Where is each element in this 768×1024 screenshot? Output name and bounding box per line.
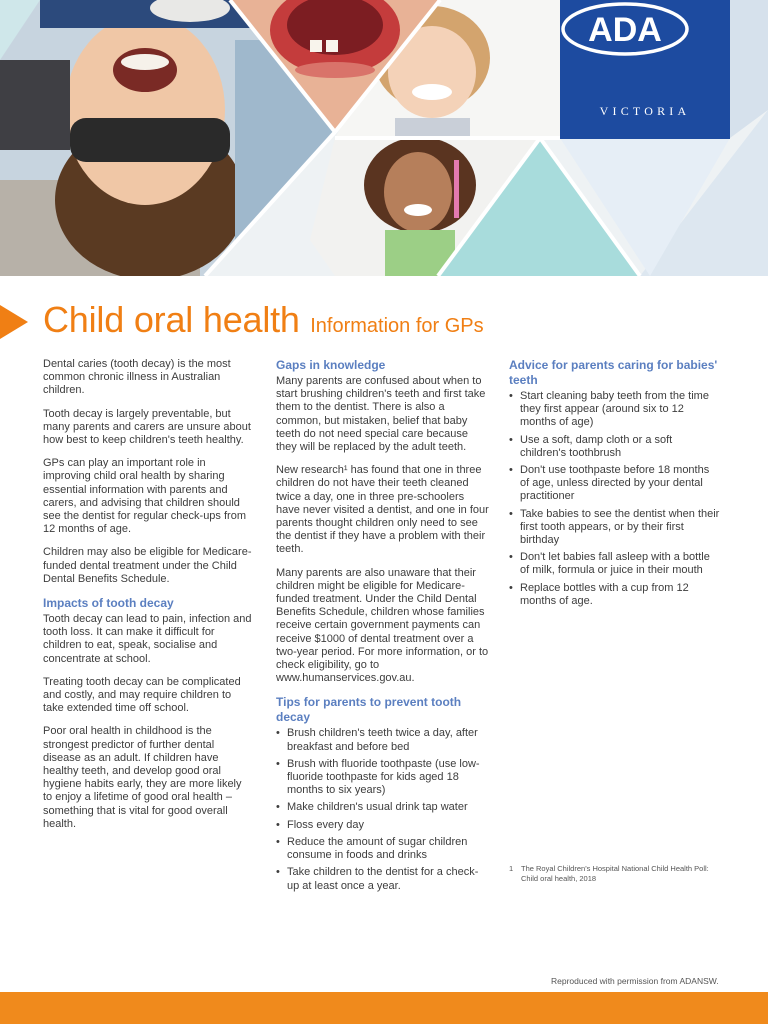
page-title xyxy=(43,299,484,341)
impacts-heading: Impacts of tooth decay xyxy=(43,596,174,611)
advice-list-item: • Start cleaning baby teeth from the time they first appear (around six to 12 months of age) xyxy=(509,390,721,430)
advice-list-item: • Don't let babies fall asleep with a bottle of milk, formula or juice in their mouth xyxy=(509,551,721,577)
tips-list-item: • Brush with fluoride toothpaste (use low-fluoride toothpaste for kids aged 18 months to six years) xyxy=(276,758,490,798)
header-collage xyxy=(0,0,768,276)
intro-paragraph: Children may also be eligible for Medicare-funded dental treatment under the Child Dental Benefits Schedule. xyxy=(43,546,252,585)
column-gaps xyxy=(276,358,490,903)
gaps-paragraph: Many parents are confused about when to start brushing children's teeth and first take them to the dentist. There is also a common, but mistaken, belief that baby teeth do not need special care because they will be replaced by the adult teeth. xyxy=(276,375,486,454)
advice-heading: Advice for parents caring for babies' teeth xyxy=(509,358,718,387)
impacts-paragraph: Tooth decay can lead to pain, infection and tooth loss. It can make it difficult for children to eat, speak, socialise and concentrate at school. xyxy=(43,613,252,665)
title-main: Child oral health xyxy=(43,299,300,340)
footnote-number: 1 xyxy=(509,864,514,873)
gaps-heading: Gaps in knowledge xyxy=(276,358,386,372)
title-subtitle: Information for GPs xyxy=(310,315,484,337)
column-intro xyxy=(43,358,253,841)
column-advice xyxy=(509,358,721,618)
bottom-orange-bar xyxy=(0,992,768,1024)
tips-list-item: • Floss every day xyxy=(276,819,490,832)
title-arrow-icon xyxy=(0,305,28,339)
intro-paragraph: Tooth decay is largely preventable, but many parents and carers are unsure about how best to keep children's teeth healthy. xyxy=(43,407,251,447)
gaps-paragraph: New research¹ has found that one in three children do not have their teeth cleaned twice a day, one in three pre-schoolers have never visited a dentist, and one in four parents thought children only need to see the dentist if they have a problem with their teeth. xyxy=(276,464,489,556)
advice-list-item: • Don't use toothpaste before 18 months of age, unless directed by your dental practitioner xyxy=(509,464,721,504)
tips-list-item: • Take children to the dentist for a check-up at least once a year. xyxy=(276,866,490,892)
impacts-paragraph: Treating tooth decay can be complicated and costly, and may require children to take extended time off school. xyxy=(43,675,241,715)
reproduced-credit: Reproduced with permission from ADANSW. xyxy=(551,976,719,986)
footnote-text: The Royal Children's Hospital National Child Health Poll: Child oral health, 2018 xyxy=(521,864,709,883)
ada-victoria-label: VICTORIA xyxy=(599,104,691,118)
advice-list-item: • Replace bottles with a cup from 12 months of age. xyxy=(509,582,721,608)
tips-list-item: • Make children's usual drink tap water xyxy=(276,801,490,814)
tips-heading: Tips for parents to prevent tooth decay xyxy=(276,695,462,725)
ada-logo-icon xyxy=(560,0,690,58)
advice-list xyxy=(509,390,721,608)
intro-paragraph: Dental caries (tooth decay) is the most common chronic illness in Australian children. xyxy=(43,358,231,397)
ada-victoria-logo-panel xyxy=(560,0,730,139)
tips-list-item: • Brush children's teeth twice a day, after breakfast and before bed xyxy=(276,727,490,753)
footnote xyxy=(509,864,721,884)
impacts-paragraph: Poor oral health in childhood is the strongest predictor of further dental disease as an adult. If children have healthy teeth, and develop good oral hygiene habits early, they are more likely to enjoy a lifetime of good oral health – something that is vital for good overall health. xyxy=(43,725,242,830)
advice-list-item: • Use a soft, damp cloth or a soft children's toothbrush xyxy=(509,434,721,460)
intro-paragraph: GPs can play an important role in improving child oral health by sharing essential information with parents and carers, and advising that children should see the dentist for regular check-ups from 12 months of age. xyxy=(43,457,246,536)
advice-list-item: • Take babies to see the dentist when their first tooth appears, or by their first birthday xyxy=(509,508,721,548)
tips-list xyxy=(276,727,490,892)
gaps-paragraph: Many parents are also unaware that their children might be eligible for Medicare-funded treatment. Under the Child Dental Benefits Schedule, children whose families receive certain government payments can receive $1000 of dental treatment over a two-year period. For more information, or to check eligibility, go to www.humanservices.gov.au. xyxy=(276,566,489,685)
ada-logo-text: ADA xyxy=(588,11,662,49)
tips-list-item: • Reduce the amount of sugar children consume in foods and drinks xyxy=(276,836,490,862)
